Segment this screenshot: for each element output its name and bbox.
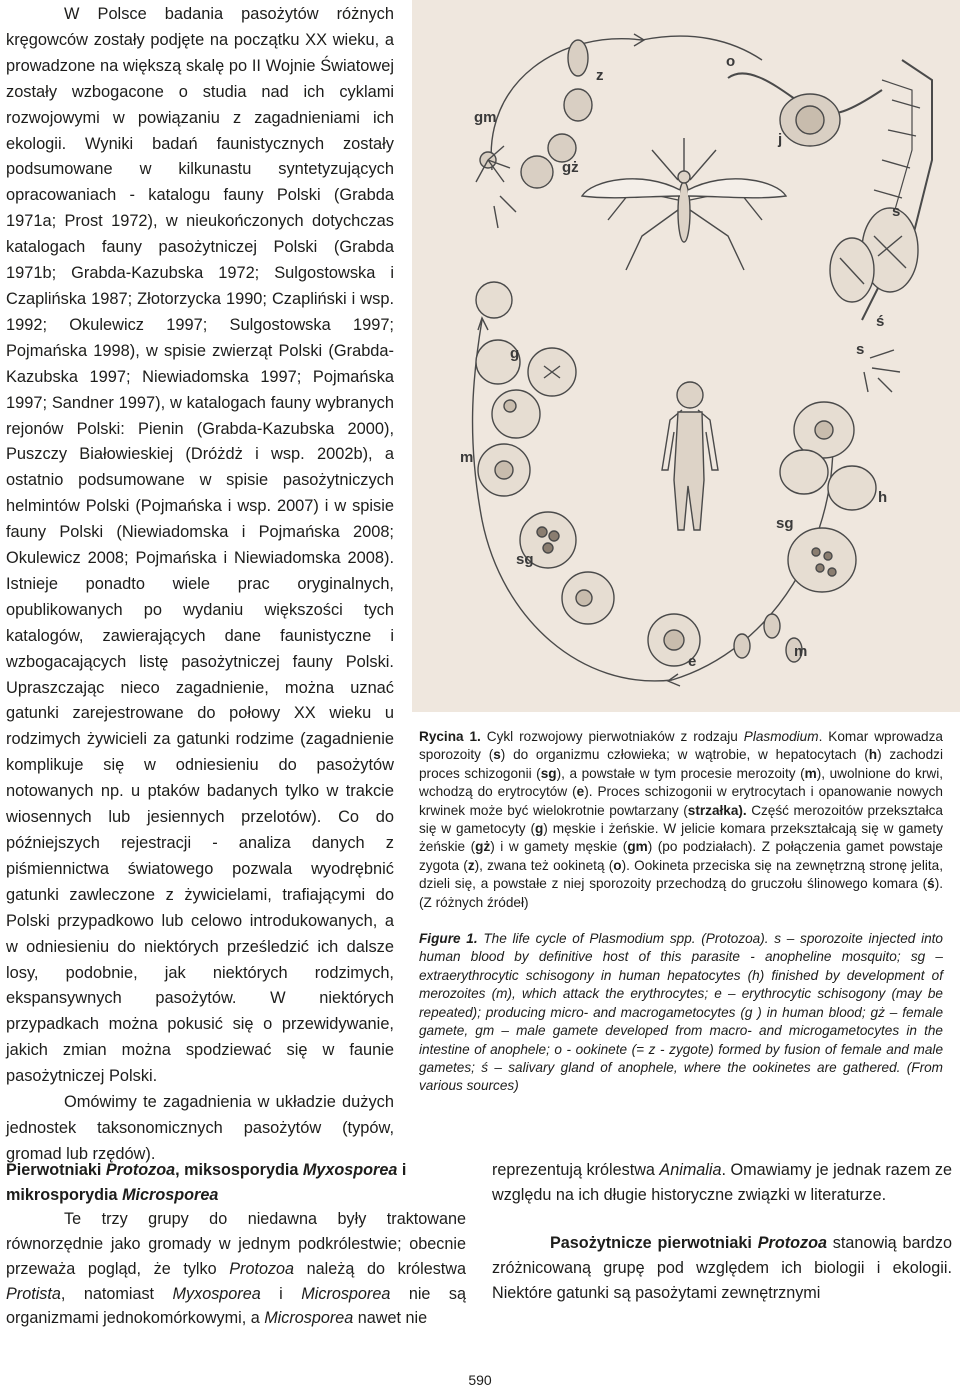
label-s-top: s bbox=[892, 203, 901, 220]
label-j: j bbox=[778, 131, 783, 148]
caption-pl-text: ). Ookineta przeciska się na zewnętrzną stronę jelita, dzieli się, a powstałe z niej sporozoity przechodzą do gruczołu ślinowego komara ( bbox=[419, 857, 943, 892]
caption-pl-key: m bbox=[804, 765, 817, 781]
paragraph-2: Omówimy te zagadnienia w układzie dużych jednostek taksonomicznych pasożytów (typów, gromad lub rzędów). bbox=[6, 1093, 394, 1163]
label-sg-right: sg bbox=[776, 515, 794, 532]
caption-polish bbox=[419, 728, 943, 912]
human-drawing bbox=[662, 382, 718, 530]
paragraph-1-text-b: Co do późniejszych rejestracji - analiza danych z piśmiennictwa światowego pozwala wyodrębnić gatunki zawleczone z żywicielami, trafiającymi do Polski przypadkowo lub celowo introdukowanych, a w odniesieniu do niektórych prześledzić ich dalsze losy, podobnie, jak niektórych rodzimych, ekspansywnych pasożytów. W niektórych przypadkach można pokusić się o przewidywanie, jakich zmian można spodziewać się w faunie pasożytniczej Polski. bbox=[6, 808, 394, 1086]
caption-english bbox=[419, 930, 943, 1096]
caption-pl-text: ), zwana też ookinetą ( bbox=[474, 857, 614, 873]
heading-part: Protozoa bbox=[105, 1161, 176, 1179]
paragraph-1 bbox=[6, 2, 394, 1090]
life-cycle-illustration bbox=[412, 0, 960, 712]
caption-pl-text: ). (Z różnych źródeł) bbox=[419, 876, 943, 910]
section-paragraph-continued bbox=[492, 1158, 952, 1207]
caption-pl-text: Część merozoitów przekształca się w gametocyty ( bbox=[419, 802, 943, 837]
caption-pl-label: Rycina 1. bbox=[419, 729, 481, 744]
label-g: g bbox=[510, 345, 520, 362]
caption-pl-text: ) i w gamety męskie ( bbox=[490, 839, 628, 855]
caption-pl-text: . Komar wprowadza sporozoity ( bbox=[419, 729, 943, 763]
text-part: Te trzy grupy do niedawna były traktowane równorzędnie jako gromady w jednym podkrólestwie; obecnie przeważa pogląd, że tylko bbox=[6, 1210, 466, 1278]
heading-part: Myxosporea bbox=[302, 1161, 398, 1179]
paragraph-1-text-a: W Polsce badania pasożytów różnych kręgowców zostały podjęte na początku XX wieku, a prowadzone na większą skalę po II Wojnie Światowej zostały wzbogacone o studia nad ich cyklami rozwojowymi w powiązaniu z zagadnieniami ich ekologii. Wyniki badań faunistycznych zostały podsumowane w kilkunastu syntetyzujących opracowaniach - katalogu fauny Polski (Grabda 1971a; Prost 1972), w nieukończonych dotychczas katalogach fauny pasożytniczej Polski (Grabda 1971b; Grabda-Kazubska 1972; Sulgostowska i Czaplińska 1987; Złotorzycka 1990; Czapliński i wsp. 1992; Okulewicz 1997; Sulgostowska 1997; Pojmańska 1998), w spisie zwierząt Polski (Grabda-Kazubska 1997; Niewiadomska 1997; Pojmańska 1997; Sandner 1997), w katalogach fauny wybranych rejonów Polski: Pienin (Grabda-Kazubska 2000), Puszczy Białowieskiej (Dróżdż i wsp. 2002b), a ostatnio podsumowane w spisie pasożytniczych helmintów Polski (Pojmańska i wsp. 2007) i w spisie fauny Polski (Niewiadomska i Pojmańska 2008; Okulewicz 2008; Pojmańska i Niewiadomska 2008). Istnieje ponadto wiele prac oryginalnych, opublikowanych po wydaniu większości tych katalogów, zawierających dane faunistyczne i wzbogacających listę pasożytniczej fauny Polski. Upraszczając nieco zagadnienie, można uznać gatunki zarejestrowane do połowy XX wieku u rodzimych żywicieli za gatunki rodzime (zagadnienie komplikuje się w odniesieniu do pasożytów notowanych np. u ptaków badanych tylko w trakcie wiosennych lub jesiennych przelotów). bbox=[6, 5, 394, 827]
caption-pl-text: ) męskie i żeńskie. W jelicie komara przekształcają się w gamety żeńskie ( bbox=[419, 821, 943, 855]
section-paragraph-1 bbox=[6, 1207, 466, 1331]
caption-pl-key: e bbox=[576, 784, 585, 800]
heading-part: , miksosporydia bbox=[175, 1161, 303, 1179]
life-cycle-figure bbox=[412, 0, 960, 712]
caption-pl-key: gm bbox=[627, 839, 648, 855]
caption-pl-key: z bbox=[467, 857, 475, 873]
text-part: Microsporea bbox=[264, 1309, 354, 1328]
label-s-acute: ś bbox=[876, 313, 885, 330]
label-h: h bbox=[878, 489, 888, 506]
section-heading bbox=[6, 1158, 466, 1207]
caption-pl-key: sg bbox=[540, 765, 557, 781]
caption-pl-key: ś bbox=[927, 876, 935, 892]
heading-part: i mikrosporydia bbox=[6, 1161, 407, 1204]
label-e: e bbox=[688, 653, 697, 670]
text-part: Animalia bbox=[659, 1161, 722, 1179]
label-sg-left: sg bbox=[516, 551, 534, 568]
text-part: Pasożytnicze pierwotniaki bbox=[550, 1234, 758, 1253]
caption-pl-key: g bbox=[534, 821, 544, 837]
body-text-column bbox=[6, 2, 394, 1168]
text-part: stanowią bardzo zróżnicowaną grupę pod względem ich biologii i ekologii. Niektóre gatunki są pasożytami zewnętrznymi bbox=[492, 1234, 952, 1302]
caption-en-text: The life cycle of Plasmodium spp. (Protozoa). s – sporozoite injected into human blood by definitive host of this parasite - anopheline mosquito; sg – extraerythrocytic schisogony in human hepatocytes (h) finished by development of merozoites (m), which attack the erythrocytes; e – erythrocytic schisogony (may be repeated); producing micro- and macrogametocytes (g ) in human blood; gż – female gamete, gm – male gamete developed from macro- and microgametocytes in the intestine of anophele; o - ookinete (= z - zygote) formed by fusion of female and male gametes; ś – salivary gland of anophele, where the ookinetes are gathered. (From various sources) bbox=[419, 931, 943, 1094]
caption-pl-text: Cykl rozwojowy pierwotniaków z rodzaju bbox=[480, 729, 744, 744]
caption-pl-text: ), uwolnione do krwi, wchodzą do erytrocytów ( bbox=[419, 765, 943, 800]
text-part: nie są organizmami jednokomórkowymi, a bbox=[6, 1284, 466, 1328]
caption-pl-text: ). Proces schizogonii w erytrocytach i opanowanie nowych krwinek może być wielokrotnie powtarzany ( bbox=[419, 784, 943, 818]
caption-pl-text: ) do organizmu człowieka; w wątrobie, w hepatocytach ( bbox=[500, 747, 869, 763]
text-part: Protista bbox=[6, 1284, 61, 1303]
caption-pl-key: s bbox=[493, 747, 501, 763]
caption-pl-text: ) (po podziałach). Z połączenia gamet powstaje zygota ( bbox=[419, 839, 943, 873]
caption-pl-text: ), a powstałe w tym procesie merozoity ( bbox=[556, 765, 805, 781]
caption-pl-key: h bbox=[868, 747, 878, 763]
label-m-bottom: m bbox=[794, 643, 808, 660]
section-paragraph-2 bbox=[492, 1231, 952, 1305]
text-part: Myxosporea bbox=[172, 1284, 261, 1303]
section-left-column bbox=[6, 1158, 466, 1331]
heading-part: Pierwotniaki bbox=[6, 1161, 106, 1179]
text-part: . Omawiamy je jednak razem ze względu na ich długie historyczne związki w literaturze. bbox=[492, 1161, 952, 1204]
text-part: i bbox=[260, 1284, 302, 1303]
text-part: Protozoa bbox=[229, 1259, 295, 1278]
label-o: o bbox=[726, 53, 736, 70]
caption-pl-key: gż bbox=[475, 839, 491, 855]
label-s-mid: s bbox=[856, 341, 865, 358]
caption-pl-key: strzałka). bbox=[687, 802, 747, 818]
text-part: Protozoa bbox=[757, 1234, 827, 1253]
text-part: należą do królestwa bbox=[294, 1259, 466, 1278]
mosquito-drawing bbox=[582, 138, 786, 270]
label-m-left: m bbox=[460, 449, 474, 466]
caption-en-label: Figure 1. bbox=[419, 931, 478, 947]
text-part: Microsporea bbox=[301, 1284, 391, 1303]
caption-pl-text: ) zachodzi proces schizogonii ( bbox=[419, 747, 943, 781]
figure-captions bbox=[419, 728, 943, 1096]
section-right-column bbox=[492, 1158, 952, 1306]
caption-pl-genus: Plasmodium bbox=[743, 729, 819, 744]
label-gm: gm bbox=[474, 109, 497, 126]
page-number: 590 bbox=[468, 1372, 492, 1388]
caption-pl-key: o bbox=[613, 857, 622, 873]
heading-part: Microsporea bbox=[122, 1185, 219, 1204]
text-part: reprezentują królestwa bbox=[492, 1161, 660, 1179]
text-part: , natomiast bbox=[60, 1284, 173, 1303]
text-part: nawet nie bbox=[353, 1309, 428, 1328]
label-z: z bbox=[596, 67, 604, 84]
label-gz: gż bbox=[562, 159, 579, 176]
